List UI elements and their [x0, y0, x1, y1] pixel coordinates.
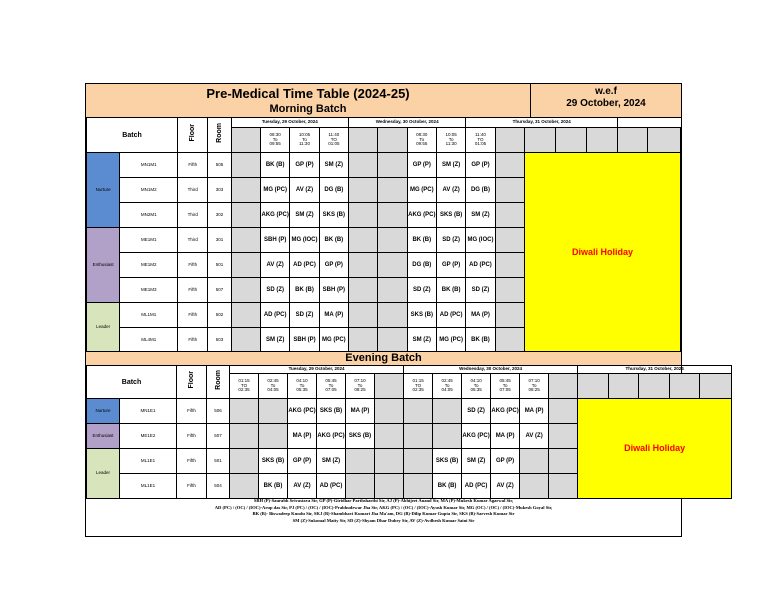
group-label: Nurture: [87, 399, 120, 424]
diwali-holiday-cell: Diwali Holiday: [578, 399, 732, 499]
legend-line: SBH (P)-Saurabh Srivastava Sir, GP (P)-Giridhar Parthsharthi Sir, AJ (P)-Abhijeet Anand Sir, MA (P)-Mukesh Kumar Agarwal Sir,: [253, 498, 514, 503]
time-text: TO: [330, 136, 337, 142]
time-text: 05:35: [296, 387, 308, 393]
batch-code: ML4M1: [120, 328, 178, 353]
subject-cell: SD (Z): [290, 303, 319, 328]
page-title: Pre-Medical Time Table (2024-25): [206, 86, 410, 101]
subject-cell: AKG (PC): [491, 399, 520, 424]
batch-code: ML1E1: [120, 449, 177, 474]
subject-cell: AKG (PC): [407, 203, 436, 228]
empty-slot: [231, 303, 260, 328]
empty-slot: [495, 153, 524, 178]
time-text: 07:10: [354, 378, 366, 384]
subject-cell: BK (B): [261, 153, 290, 178]
time-text: 02:35: [238, 387, 250, 393]
time-text: 01:15: [238, 378, 250, 384]
time-text: To: [299, 382, 305, 388]
subject-cell: SM (Z): [407, 328, 436, 353]
empty-slot: [348, 328, 377, 353]
subject-cell: AV (Z): [520, 424, 549, 449]
timetable-sheet: [85, 83, 686, 537]
subject-cell: MA (P): [346, 399, 375, 424]
subject-cell: SBH (P): [261, 228, 290, 253]
time-text: 01:05: [474, 141, 487, 147]
time-slot: [520, 374, 549, 399]
empty-slot: [231, 178, 260, 203]
subject-cell: AKG (PC): [317, 424, 346, 449]
empty-slot: [348, 303, 377, 328]
morning-batch-title: Morning Batch: [269, 103, 347, 115]
time-text: 10:05: [298, 132, 311, 138]
empty-slot: [230, 424, 259, 449]
subject-cell: SKS (B): [407, 303, 436, 328]
empty-slot: [259, 399, 288, 424]
subject-cell: AKG (PC): [288, 399, 317, 424]
subject-cell: MA (P): [288, 424, 317, 449]
subject-cell: AV (Z): [491, 474, 520, 499]
floor-value: Fifth: [178, 303, 208, 328]
time-text: 09:55: [269, 141, 281, 147]
time-slot: [317, 374, 346, 399]
empty-slot: [375, 399, 404, 424]
batch-code: ME1M1: [120, 228, 178, 253]
batch-code: ML1M1: [120, 303, 178, 328]
subject-cell: MG (PC): [436, 328, 465, 353]
batch-code: MN1M2: [120, 178, 178, 203]
room-value: 507: [207, 424, 230, 449]
empty-slot: [549, 374, 578, 399]
empty-slot: [231, 228, 260, 253]
floor-value: Third: [178, 203, 208, 228]
subject-cell: MG (PC): [319, 328, 348, 353]
room-value: 302: [208, 203, 231, 228]
time-text: 04:05: [267, 387, 279, 393]
empty-slot: [495, 278, 524, 303]
empty-slot: [348, 128, 377, 153]
empty-slot: [639, 374, 670, 399]
evening-batch-title: Evening Batch: [86, 351, 681, 366]
empty-slot: [348, 278, 377, 303]
time-text: TO: [240, 382, 248, 388]
batch-code: MN2M1: [120, 203, 178, 228]
empty-slot: [520, 449, 549, 474]
subject-cell: BK (B): [319, 228, 348, 253]
time-text: To: [502, 382, 508, 388]
subject-cell: SD (Z): [462, 399, 491, 424]
time-text: To: [444, 382, 450, 388]
time-slot: [230, 374, 259, 399]
time-text: 01:05: [328, 141, 340, 147]
empty-slot: [495, 128, 524, 153]
time-text: 11:30: [299, 141, 310, 147]
floor-value: Fifth: [177, 424, 207, 449]
batch-header: Batch: [87, 366, 177, 399]
day-header: Wednesday, 30 October, 2024: [404, 366, 578, 374]
subject-cell: SM (Z): [261, 328, 290, 353]
legend-line: SM (Z)-Sukomal Maity Sir, SD (Z)-Shyam Dhar Dubey Sir, AV (Z)-Avdhesh Kumar Saini Sir: [292, 517, 475, 523]
legend-line: AD (PC) / (OC) / (IOC)-Arup das Sir, PJ (PC) / (OC) / (IOC)-Prabhudewar Jha Sir, AKG (PC) / (OC) / (IOC)-Ayush Kumar Sir, MG (OC) / (OC) / (IOC)-Mukesh Goyal Sir,: [214, 504, 553, 510]
batch-header: Batch: [87, 118, 178, 153]
time-slot: [466, 128, 495, 153]
floor-value: Third: [178, 178, 208, 203]
time-slot: [491, 374, 520, 399]
floor-value: Fifth: [178, 278, 208, 303]
subject-cell: SM (Z): [466, 203, 495, 228]
time-text: To: [473, 382, 479, 388]
subject-cell: AV (Z): [261, 253, 290, 278]
empty-slot: [404, 449, 433, 474]
subject-cell: SKS (B): [346, 424, 375, 449]
time-text: TO: [414, 382, 422, 388]
empty-slot: [618, 128, 648, 153]
subject-cell: MG (PC): [407, 178, 436, 203]
time-text: To: [328, 382, 334, 388]
empty-slot: [378, 178, 407, 203]
empty-slot: [520, 474, 549, 499]
empty-slot: [230, 449, 259, 474]
batch-code: ME1E2: [120, 424, 177, 449]
time-text: To: [448, 136, 454, 142]
time-text: To: [272, 136, 278, 142]
empty-slot: [578, 374, 609, 399]
empty-slot: [700, 374, 732, 399]
floor-header: [177, 366, 207, 399]
time-text: 04:05: [441, 387, 453, 393]
time-text: 05:35: [470, 387, 482, 393]
empty-slot: [346, 449, 375, 474]
time-text: 07:05: [499, 387, 511, 393]
day-header: Thursday, 31 October, 2024: [578, 366, 732, 374]
subject-cell: SM (Z): [317, 449, 346, 474]
subject-cell: BK (B): [466, 328, 495, 353]
empty-slot: [231, 278, 260, 303]
subject-cell: SBH (P): [290, 328, 319, 353]
subject-cell: BK (B): [436, 278, 465, 303]
subject-cell: SD (Z): [407, 278, 436, 303]
empty-slot: [231, 203, 260, 228]
subject-cell: AD (PC): [466, 253, 495, 278]
subject-cell: SKS (B): [259, 449, 288, 474]
subject-cell: GP (P): [290, 153, 319, 178]
subject-cell: SM (Z): [290, 203, 319, 228]
time-slot: [319, 128, 348, 153]
empty-slot: [378, 203, 407, 228]
subject-cell: MA (P): [520, 399, 549, 424]
room-header-label: Room: [214, 370, 222, 390]
empty-slot: [348, 203, 377, 228]
batch-code: MN1M1: [120, 153, 178, 178]
empty-slot: [346, 474, 375, 499]
empty-slot: [375, 449, 404, 474]
empty-slot: [348, 228, 377, 253]
empty-slot: [524, 128, 555, 153]
group-label: Nurture: [87, 153, 120, 228]
subject-cell: BK (B): [407, 228, 436, 253]
room-value: 301: [208, 228, 231, 253]
time-text: 07:10: [528, 378, 540, 384]
group-label: Leader: [87, 303, 120, 353]
header-band: [86, 84, 681, 118]
room-value: 303: [208, 178, 231, 203]
empty-slot: [549, 424, 578, 449]
floor-header: [178, 118, 208, 153]
subject-cell: AV (Z): [436, 178, 465, 203]
time-slot: [462, 374, 491, 399]
empty-slot: [495, 178, 524, 203]
subject-cell: SD (Z): [466, 278, 495, 303]
time-text: 08:25: [354, 387, 366, 393]
subject-cell: SKS (B): [317, 399, 346, 424]
subject-cell: SBH (P): [319, 278, 348, 303]
empty-slot: [495, 228, 524, 253]
room-value: 506: [207, 399, 230, 424]
batch-code: ML1E1: [120, 474, 177, 499]
subject-cell: SD (Z): [261, 278, 290, 303]
empty-slot: [495, 203, 524, 228]
empty-slot: [495, 303, 524, 328]
subject-cell: SKS (B): [433, 449, 462, 474]
time-slot: [436, 128, 465, 153]
time-text: 08:30: [269, 132, 281, 138]
faculty-legend: [86, 498, 681, 525]
empty-slot: [586, 128, 617, 153]
wef-label: w.e.f: [595, 86, 617, 97]
empty-slot: [433, 424, 462, 449]
subject-cell: SKS (B): [436, 203, 465, 228]
time-text: 08:30: [416, 132, 428, 138]
subject-cell: GP (P): [436, 253, 465, 278]
empty-slot: [231, 253, 260, 278]
room-value: 501: [208, 253, 231, 278]
subject-cell: BK (B): [259, 474, 288, 499]
empty-slot: [231, 128, 260, 153]
room-header: [208, 118, 231, 153]
day-header: Tuesday, 29 October, 2024: [231, 118, 348, 128]
subject-cell: GP (P): [491, 449, 520, 474]
legend-line: BK (B)- Biswadeep Kundu Sir, SKJ (B)-Shambhavi Kumari Jha Ma'am, DG (B)-Dilip Kumar Gupta Sir, SKS (B)-Sarvesh Kumar Sir: [252, 511, 515, 517]
empty-slot: [230, 474, 259, 499]
empty-slot: [378, 153, 407, 178]
subject-cell: MA (P): [466, 303, 495, 328]
time-text: 02:35: [412, 387, 424, 393]
empty-slot: [348, 153, 377, 178]
time-text: 10:05: [445, 132, 457, 138]
subject-cell: BK (B): [433, 474, 462, 499]
group-label: Enthusiast: [87, 424, 120, 449]
empty-slot: [378, 303, 407, 328]
time-slot: [407, 128, 436, 153]
empty-slot: [348, 253, 377, 278]
empty-slot: [556, 128, 586, 153]
empty-slot: [378, 328, 407, 353]
subject-cell: MA (P): [319, 303, 348, 328]
empty-slot: [375, 474, 404, 499]
time-slot: [404, 374, 433, 399]
empty-slot: [375, 374, 404, 399]
time-text: To: [531, 382, 537, 388]
empty-slot: [404, 399, 433, 424]
subject-cell: MG (PC): [261, 178, 290, 203]
time-text: 11:40: [328, 132, 340, 138]
time-slot: [288, 374, 317, 399]
subject-cell: SM (Z): [436, 153, 465, 178]
evening-timetable: [86, 365, 732, 499]
time-text: 11:30: [445, 141, 457, 147]
subject-cell: SM (Z): [319, 153, 348, 178]
subject-cell: MG (IOC): [290, 228, 319, 253]
time-slot: [259, 374, 288, 399]
subject-cell: SD (Z): [436, 228, 465, 253]
floor-value: Fifth: [178, 253, 208, 278]
empty-slot: [404, 474, 433, 499]
subject-cell: AD (PC): [462, 474, 491, 499]
floor-value: Third: [178, 228, 208, 253]
time-text: 08:25: [528, 387, 540, 393]
floor-value: Fifth: [178, 153, 208, 178]
subject-cell: AV (Z): [290, 178, 319, 203]
room-value: 502: [208, 303, 231, 328]
room-header-label: Room: [216, 123, 224, 143]
floor-value: Fifth: [177, 449, 207, 474]
time-text: 01:15: [412, 378, 424, 384]
time-slot: [346, 374, 375, 399]
time-text: To: [270, 382, 276, 388]
subject-cell: AV (Z): [288, 474, 317, 499]
empty-slot: [230, 399, 259, 424]
subject-cell: DG (B): [407, 253, 436, 278]
time-slot: [433, 374, 462, 399]
wef-date: 29 October, 2024: [566, 98, 646, 109]
empty-slot: [495, 253, 524, 278]
subject-cell: BK (B): [290, 278, 319, 303]
time-text: 04:10: [296, 378, 308, 384]
floor-value: Fifth: [177, 399, 207, 424]
empty-slot: [609, 374, 639, 399]
empty-slot: [648, 128, 681, 153]
subject-cell: GP (P): [407, 153, 436, 178]
time-text: To: [357, 382, 363, 388]
time-text: 02:45: [441, 378, 453, 384]
empty-slot: [231, 153, 260, 178]
time-slot: [290, 128, 319, 153]
empty-slot: [670, 374, 700, 399]
empty-slot: [378, 253, 407, 278]
empty-slot: [375, 424, 404, 449]
time-text: 11:40: [474, 132, 486, 138]
empty-slot: [495, 328, 524, 353]
room-value: 504: [207, 474, 230, 499]
floor-value: Fifth: [177, 474, 207, 499]
time-text: To: [419, 136, 425, 142]
subject-cell: DG (B): [319, 178, 348, 203]
subject-cell: SM (Z): [462, 449, 491, 474]
batch-code: ME1M3: [120, 278, 178, 303]
room-value: 505: [208, 153, 231, 178]
subject-cell: AD (PC): [290, 253, 319, 278]
time-text: 04:10: [470, 378, 482, 384]
day-header: Thursday, 31 October, 2024: [466, 118, 618, 128]
subject-cell: GP (P): [319, 253, 348, 278]
time-text: 07:05: [325, 387, 337, 393]
time-text: 05:45: [325, 378, 337, 384]
floor-header-label: Floor: [189, 124, 197, 142]
morning-timetable: [86, 117, 681, 353]
empty-slot: [378, 228, 407, 253]
empty-slot: [549, 474, 578, 499]
subject-cell: SKS (B): [319, 203, 348, 228]
room-value: 503: [208, 328, 231, 353]
time-text: 02:45: [267, 378, 279, 384]
group-label: Enthusiast: [87, 228, 120, 303]
empty-slot: [433, 399, 462, 424]
floor-value: Fifth: [178, 328, 208, 353]
room-value: 501: [207, 449, 230, 474]
day-header: Wednesday, 30 October, 2024: [348, 118, 465, 128]
group-label: Leader: [87, 449, 120, 499]
subject-cell: GP (P): [288, 449, 317, 474]
batch-code: MN1E1: [120, 399, 177, 424]
subject-cell: MA (P): [491, 424, 520, 449]
diwali-holiday-cell: Diwali Holiday: [524, 153, 680, 353]
empty-slot: [549, 399, 578, 424]
subject-cell: GP (P): [466, 153, 495, 178]
empty-slot: [378, 128, 407, 153]
day-header: Tuesday, 29 October, 2024: [230, 366, 404, 374]
subject-cell: AD (PC): [317, 474, 346, 499]
subject-cell: AKG (PC): [462, 424, 491, 449]
time-text: 05:45: [499, 378, 511, 384]
empty-slot: [549, 449, 578, 474]
empty-slot: [348, 178, 377, 203]
empty-slot: [404, 424, 433, 449]
subject-cell: AKG (PC): [261, 203, 290, 228]
empty-slot: [231, 328, 260, 353]
floor-header-label: Floor: [188, 371, 196, 389]
empty-slot: [259, 424, 288, 449]
time-text: To: [302, 136, 307, 142]
room-value: 507: [208, 278, 231, 303]
subject-cell: MG (IOC): [466, 228, 495, 253]
time-text: TO: [477, 136, 484, 142]
subject-cell: AD (PC): [436, 303, 465, 328]
time-slot: [261, 128, 290, 153]
subject-cell: DG (B): [466, 178, 495, 203]
empty-slot: [378, 278, 407, 303]
batch-code: ME1M2: [120, 253, 178, 278]
room-header: [207, 366, 230, 399]
subject-cell: AD (PC): [261, 303, 290, 328]
time-text: 09:55: [416, 141, 428, 147]
